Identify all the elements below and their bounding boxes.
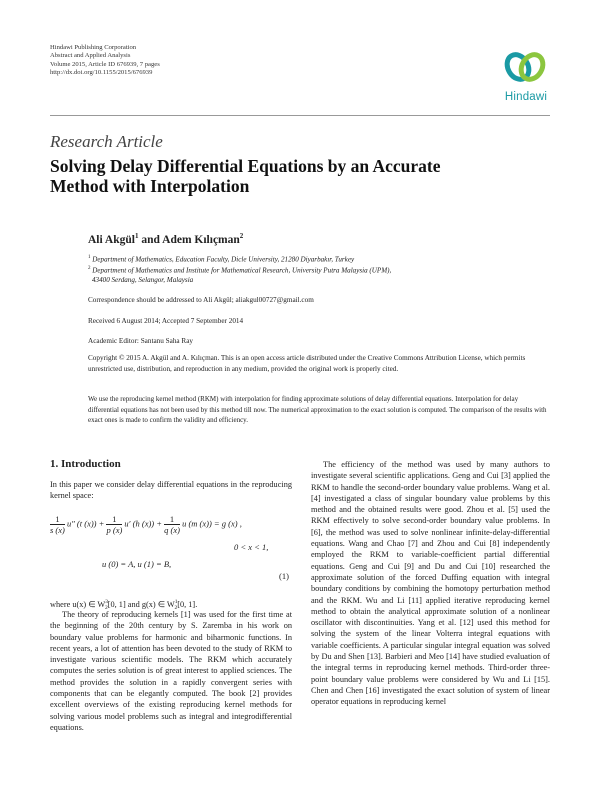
- copyright-notice: Copyright © 2015 A. Akgül and A. Kılıçman. This is an open access article distributed under the Creative Commons Attribution License, which permits unrestricted use, distribution, and reproduction in any medium, provided the original work is properly cited.: [88, 354, 526, 373]
- title-line-2: Method with Interpolation: [50, 176, 250, 196]
- intro-text-1: In this paper we consider delay differential equations in the reproducing kernel space:: [50, 480, 292, 501]
- author-2[interactable]: Adem Kılıçman: [162, 233, 240, 246]
- eq-term-2: u′ (h (x)) +: [124, 518, 162, 529]
- equation-number: (1): [279, 571, 289, 581]
- author-1[interactable]: Ali Akgül: [88, 233, 135, 246]
- academic-editor: Academic Editor: Santanu Saha Ray: [88, 337, 193, 345]
- affiliation-2: [88, 264, 391, 285]
- affiliation-2-sup: 2: [88, 266, 91, 271]
- eq-term-1: u″ (t (x)) +: [67, 518, 105, 529]
- journal-name: Abstract and Applied Analysis: [50, 52, 131, 60]
- journal-info: [50, 44, 160, 77]
- where-sup-2: 1: [174, 599, 178, 605]
- article-title: [50, 156, 470, 196]
- where-end: [0, 1].: [177, 599, 198, 609]
- author-1-sup: 1: [134, 232, 139, 240]
- eq-fraction-1: $\frac{1}{s (x)}$: [50, 514, 65, 535]
- abstract: We use the reproducing kernel method (RKM) with interpolation for finding approximate solutions of delay differential equations. Interpolation for delay differential equations has not been used by this method till now. The numerical approximation to the exact solution is computed. The comparison of the results with exact ones is made to confirm the validity and efficiency.: [88, 395, 547, 425]
- eq-boundary-conditions: u (0) = A, u (1) = B,: [102, 559, 172, 569]
- received-dates: Received 6 August 2014; Accepted 7 September 2014: [88, 317, 244, 325]
- affiliation-1-sup: 1: [88, 255, 91, 260]
- where-sup: 3: [105, 599, 108, 605]
- eq-fraction-3: $\frac{1}{q (x)}$: [164, 514, 180, 535]
- author-2-sup: 2: [239, 232, 244, 240]
- eq-range: 0 < x < 1,: [234, 542, 269, 552]
- where-sub-2: 2: [174, 605, 178, 612]
- author-separator: and: [138, 233, 163, 246]
- doi-link[interactable]: http://dx.doi.org/10.1155/2015/676939: [50, 68, 153, 76]
- section-heading-introduction: 1. Introduction: [50, 458, 121, 470]
- eq-fraction-2: $\frac{1}{p (x)}$: [106, 514, 123, 535]
- affiliation-1-text: Department of Mathematics, Education Faculty, Dicle University, 21280 Diyarbakır, Turkey: [92, 255, 355, 264]
- intro-text-2: The theory of reproducing kernels [1] was used for the first time at the beginning of the 20th century by S. Zaremba in his work on boundary value problems for harmonic and biharmonic functions. In recent years, a lot of attention has been devoted to the study of RKM to investigate various scientific models. The RKM which accurately computes the series solution is of great interest to applied sciences. The method provides the solution in a rapidly convergent series with components that can be elegantly computed. The book [2] provides excellent overviews of the existing reproducing kernel methods for solving various model problems such as integral and integrodifferential equations.: [50, 610, 292, 732]
- article-kind: Research Article: [50, 132, 163, 151]
- where-sub: 2: [104, 605, 108, 612]
- where-text: where u(x) ∈ W: [50, 599, 106, 609]
- header-divider: [50, 115, 550, 116]
- hindawi-logo-text: Hindawi: [504, 91, 548, 103]
- affiliation-2-text: Department of Mathematics and Institute for Mathematical Research, University Putra Malaysia (UPM),: [92, 266, 392, 275]
- affiliation-1: [88, 253, 354, 264]
- intro-paragraph-1: [50, 479, 292, 502]
- eq-term-3: u (m (x)) = g (x) ,: [182, 518, 242, 529]
- where-mid: [0, 1] and g(x) ∈ W: [107, 599, 175, 609]
- author-list: [88, 232, 243, 246]
- volume-info: Volume 2015, Article ID 676939, 7 pages: [50, 60, 160, 68]
- publisher-name: Hindawi Publishing Corporation: [50, 44, 137, 51]
- intro-text-3: The efficiency of the method was used by many authors to investigate several scientific applications. Geng and Cui [3] applied the RKM to handle the second-order boundary value problems. Wang et al. [4] investigated a class of singular boundary value problems by this method and the obtained results were good. Zhou et al. [5] used the RKM effectively to solve second-order boundary value problems. In [6], the method was used to solve nonlinear infinite-delay-differential equations. Wang and Chao [7] and Zhou and Cui [8] independently employed the RKM to variable-coefficient partial differential equations. Geng and Cui [9] and Du and Cui [10] researched the approximate solution of the forced Duffing equation with integral boundary conditions by combining the homotopy perturbation method and the RKM. Wu and Li [11] applied iterative reproducing kernel method to obtain the analytical approximate solution of a nonlinear oscillator with discontinuities. Yang et al. [12] used this method for solving the system of the linear Volterra integral equations with variable coefficients. A particular singular integral equation was solved by Du and Shen [13]. Barbieri and Meo [14] have studied evaluation of the integral terms in reproducing kernel methods. Third-order three-point boundary value problems were considered by Wu and Li [15]. Chen and Chen [16] investigated the exact solution of system of linear operator equations in reproducing kernel: [311, 460, 550, 707]
- intro-paragraph-2: [50, 609, 292, 733]
- correspondence: Correspondence should be addressed to Ali Akgül; aliakgul00727@gmail.com: [88, 296, 314, 304]
- title-line-1: Solving Delay Differential Equations by an Accurate: [50, 156, 441, 176]
- intro-paragraph-3: [311, 459, 550, 708]
- equation-1: [50, 514, 294, 569]
- affiliation-2-text-cont: 43400 Serdang, Selangor, Malaysia: [92, 276, 194, 285]
